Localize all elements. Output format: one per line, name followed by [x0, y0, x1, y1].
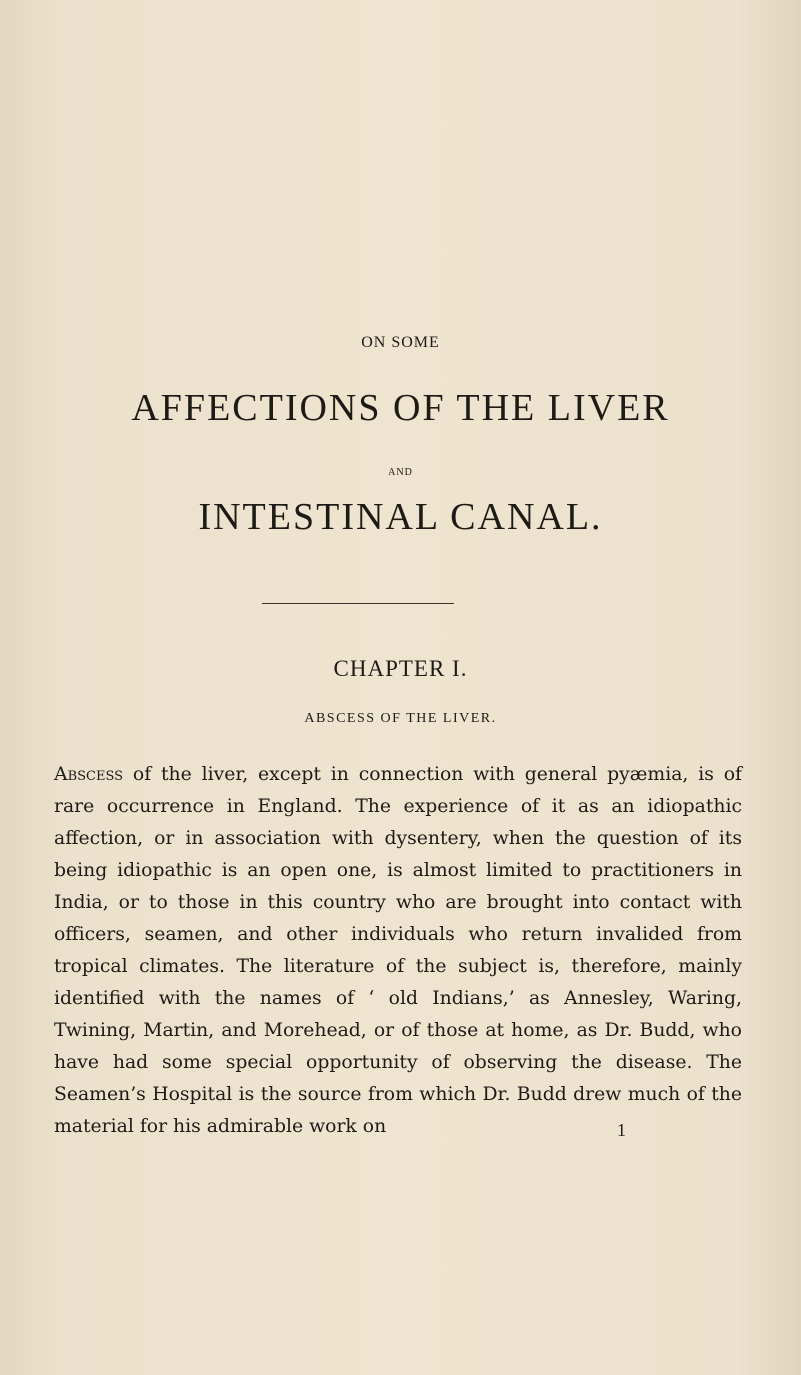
body-paragraph — [54, 759, 742, 1143]
section-title: ABSCESS OF THE LIVER. — [304, 711, 497, 726]
sub-title: INTESTINAL CANAL. — [198, 496, 603, 538]
signature-mark: 1 — [617, 1120, 626, 1140]
title-conjunction: AND — [388, 467, 413, 478]
divider-rule — [262, 603, 454, 604]
title-prefix: ON SOME — [361, 334, 440, 351]
chapter-heading: CHAPTER I. — [333, 656, 468, 681]
main-title: AFFECTIONS OF THE LIVER — [131, 387, 670, 429]
paragraph-text: of the liver, except in connection with general pyæmia, is of rare occurrence in England. The experience of it as an idiopathic affection, or in association with dysentery, when the question of its being idiopathic is an open one, is almost limited to practitioners in India, or to those in this country who are brought into contact with officers, seamen, and other individuals who return invalided from tropical climates. The literature of the subject is, therefore, mainly identified with the names of ‘ old Indians,’ as Annesley, Waring, Twining, Martin, and Morehead, or of those at home, as Dr. Budd, who have had some special opportunity of observing the disease. The Seamen’s Hospital is the source from which Dr. Budd drew much of the material for his admirable work on — [54, 763, 742, 1137]
lead-word: Abscess — [54, 763, 124, 785]
